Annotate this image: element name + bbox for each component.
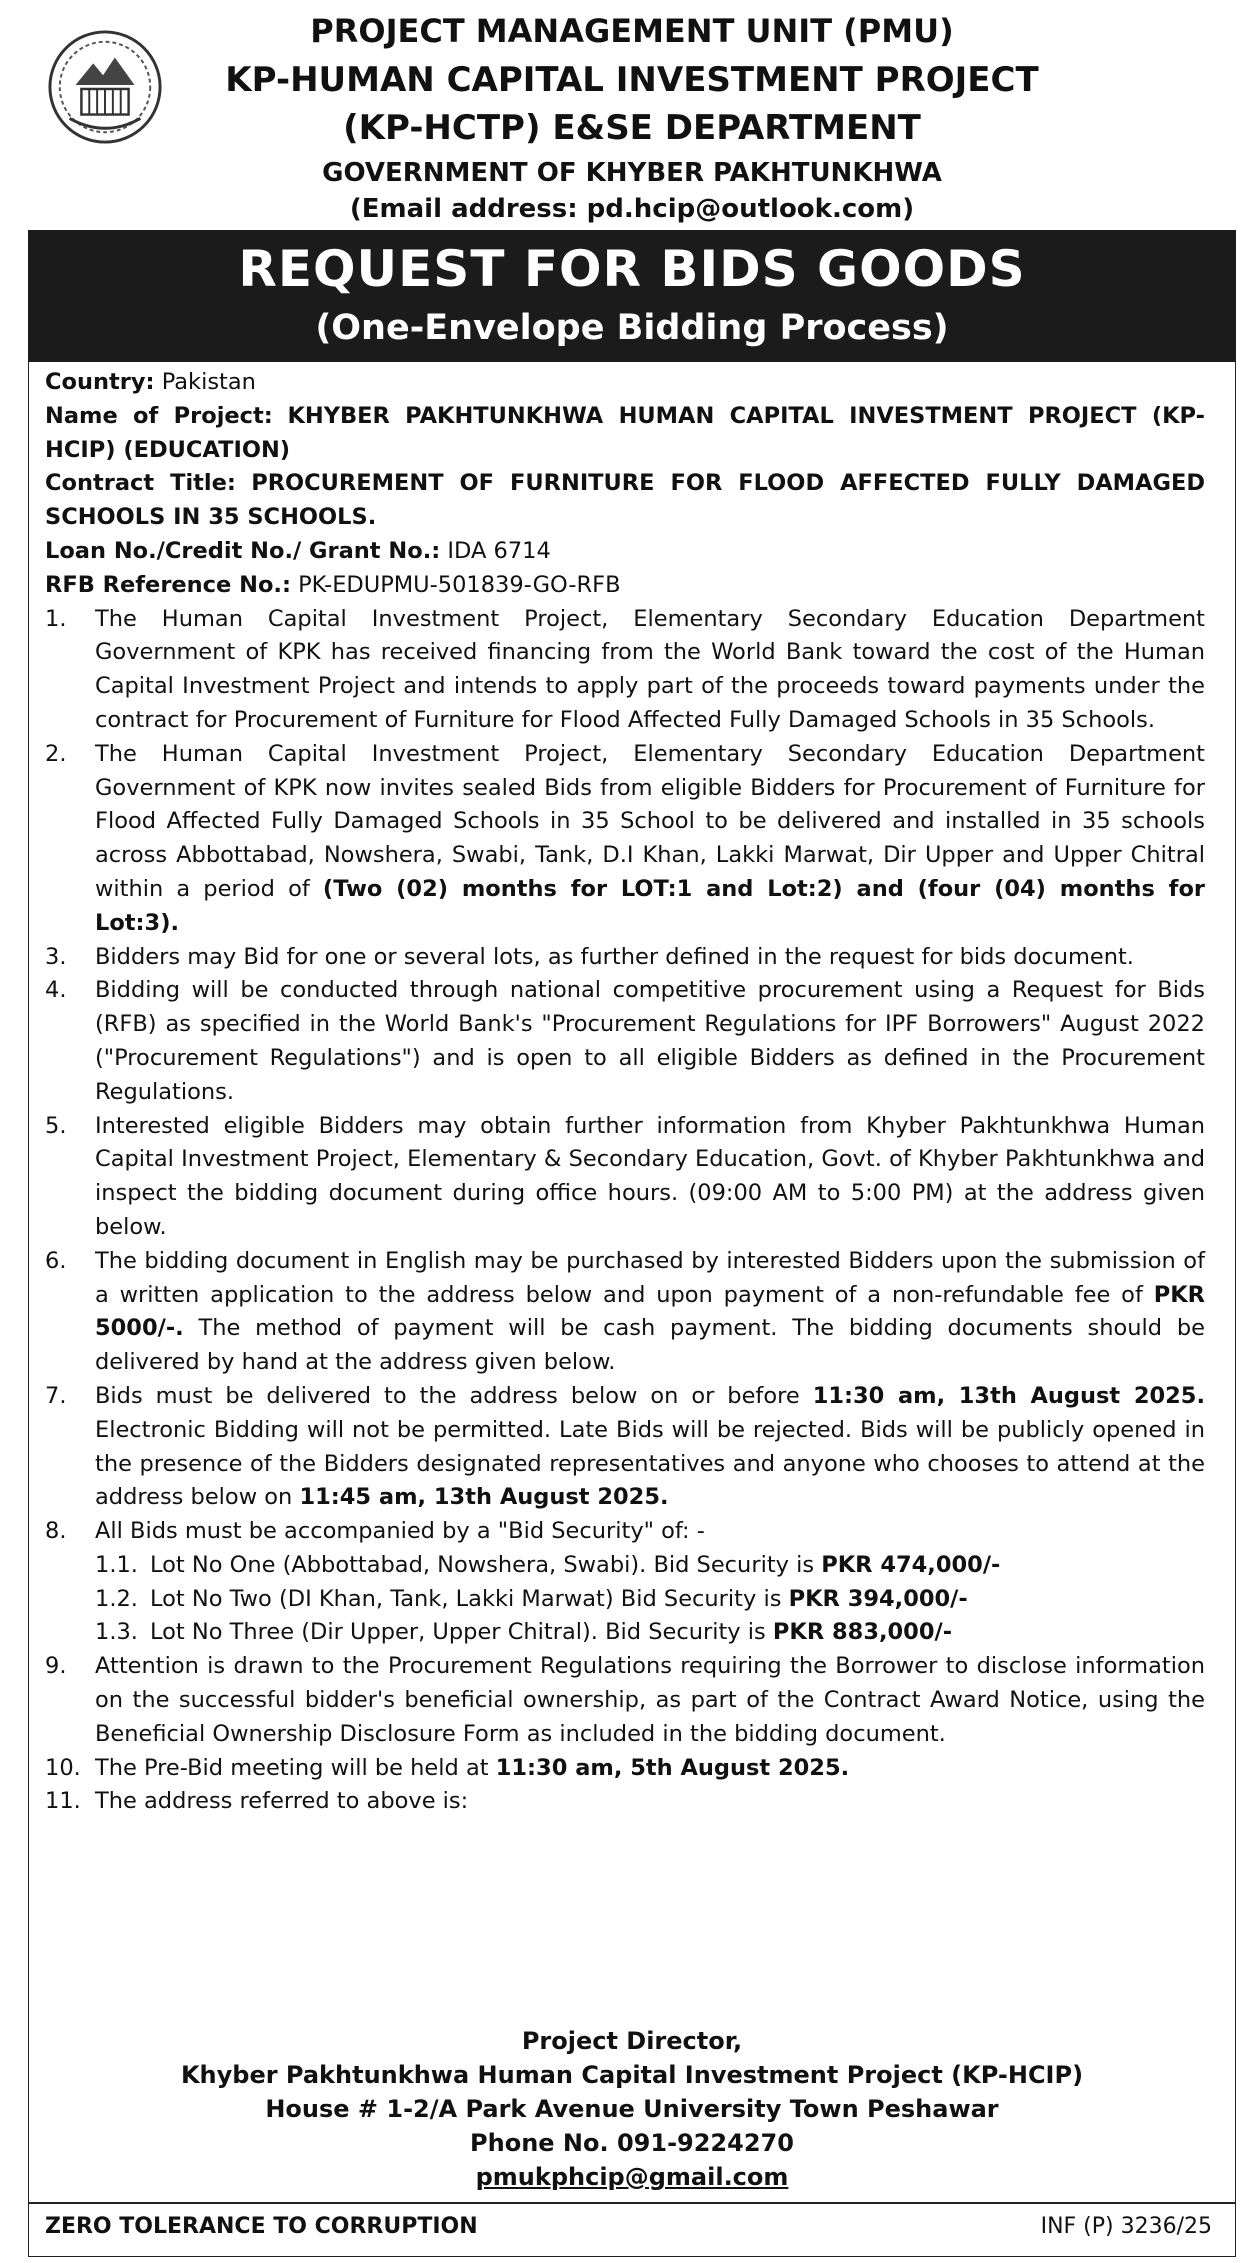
header-email: (Email address: pd.hcip@outlook.com) (349, 194, 915, 224)
delivery-period: (Two (02) months for LOT:1 and Lot:2) and (four (04) months for Lot:3). (95, 875, 1205, 936)
list-item (45, 1380, 1205, 1515)
list-item (45, 738, 1205, 941)
item-text: The Human Capital Investment Project, Elementary Secondary Education Department Government of KPK has received financing from the World Bank toward the cost of the Human Capital Investment Project and intends to apply part of the proceeds toward payments under the contract for Procurement of Furniture for Flood Affected Fully Damaged Schools in 35 Schools. (95, 605, 1205, 733)
bid-deadline: 11:30 am, 13th August 2025. (812, 1382, 1206, 1409)
list-item (45, 1650, 1205, 1751)
footer-divider (28, 2202, 1236, 2204)
address-line: House # 1-2/A Park Avenue University Town Peshawar (265, 2095, 999, 2123)
loan-row (45, 535, 1205, 569)
item-text: Bidders may Bid for one or several lots, as further defined in the request for bids document. (95, 943, 1134, 970)
bid-security-amount: PKR 474,000/- (821, 1551, 1001, 1578)
item-text: Attention is drawn to the Procurement Regulations requiring the Borrower to disclose information on the successful bidder's beneficial ownership, as part of the Contract Award Notice, using the Beneficial Ownership Disclosure Form as included in the bidding document. (95, 1653, 1205, 1747)
header-line-4: GOVERNMENT OF KHYBER PAKHTUNKHWA (322, 158, 942, 188)
title-banner (28, 230, 1236, 362)
item-number: 1. (45, 605, 67, 632)
address-line: Project Director, (521, 2027, 743, 2055)
phone-number: Phone No. 091-9224270 (470, 2129, 794, 2157)
contact-email-link[interactable]: pmukphcip@gmail.com (475, 2163, 789, 2191)
list-item (45, 1245, 1205, 1380)
country-value: Pakistan (161, 369, 256, 395)
item-number: 11. (45, 1788, 81, 1815)
project-value: KHYBER PAKHTUNKHWA HUMAN CAPITAL INVESTMENT PROJECT (KP-HCIP) (EDUCATION) (45, 402, 1205, 463)
footer-reference: INF (P) 3236/25 (1040, 2214, 1212, 2239)
item-text: Interested eligible Bidders may obtain further information from Khyber Pakhtunkhwa Human Capital Investment Project, Elementary & Secondary Education, Govt. of Khyber Pakhtunkhwa and inspect the bidding document during office hours. (09:00 AM to 5:00 PM) at the address given below. (95, 1112, 1205, 1240)
notice-subtitle: (One-Envelope Bidding Process) (315, 308, 949, 348)
contract-label: Contract Title: (45, 470, 236, 497)
header-line-1: PROJECT MANAGEMENT UNIT (PMU) (310, 12, 954, 50)
header-line-2: KP-HUMAN CAPITAL INVESTMENT PROJECT (225, 60, 1039, 100)
item-number: 3. (45, 943, 67, 970)
list-item (45, 603, 1205, 738)
item-number: 7. (45, 1382, 67, 1409)
item-number: 5. (45, 1112, 67, 1139)
item-number: 4. (45, 977, 67, 1004)
sub-item-text: Lot No One (Abbottabad, Nowshera, Swabi). Bid Security is (150, 1551, 815, 1578)
bid-security-amount: PKR 883,000/- (772, 1619, 953, 1646)
item-text: The method of payment will be cash payment. The bidding documents should be delivered by hand at the address given below. (95, 1315, 1205, 1376)
notice-title: REQUEST FOR BIDS GOODS (238, 240, 1026, 298)
item-text: All Bids must be accompanied by a "Bid Security" of: - (95, 1518, 705, 1545)
bid-security-amount: PKR 394,000/- (788, 1585, 968, 1612)
sub-item-number: 1.1. (95, 1551, 138, 1578)
rfb-value: PK-EDUPMU-501839-GO-RFB (298, 571, 621, 598)
item-text: Bidding will be conducted through national competitive procurement using a Request for Bids (RFB) as specified in the World Bank's "Procurement Regulations for IPF Borrowers" August 2022 ("Procurement Regulations") and is open to all eligible Bidders as defined in the Procurement Regulations. (95, 977, 1205, 1105)
list-item (45, 1752, 1205, 1786)
notice-header (28, 8, 1236, 236)
header-line-3: (KP-HCTP) E&SE DEPARTMENT (343, 108, 921, 148)
item-number: 6. (45, 1247, 67, 1274)
item-text: Bids must be delivered to the address below on or before (95, 1382, 800, 1409)
item-number: 10. (45, 1754, 81, 1781)
project-row (45, 400, 1205, 468)
country-row (45, 366, 1205, 400)
item-text: Electronic Bidding will not be permitted. Late Bids will be rejected. Bids will be publicly opened in the presence of the Bidders designated representatives and anyone who chooses to attend at the address below on (95, 1416, 1205, 1511)
item-number: 2. (45, 740, 67, 767)
bid-opening: 11:45 am, 13th August 2025. (299, 1484, 669, 1511)
list-item (45, 1515, 1205, 1549)
contract-row (45, 467, 1205, 535)
address-line: Khyber Pakhtunkhwa Human Capital Investment Project (KP-HCIP) (180, 2061, 1084, 2089)
item-text: The Human Capital Investment Project, Elementary Secondary Education Department Government of KPK now invites sealed Bids from eligible Bidders for Procurement of Furniture for Flood Affected Fully Damaged Schools in 35 School to be delivered and installed in 35 schools across Abbottabad, Nowshera, Swabi, Tank, D.I Khan, Lakki Marwat, Dir Upper and Upper Chitral within a period of (95, 740, 1205, 902)
loan-label: Loan No./Credit No./ Grant No.: (45, 537, 441, 564)
sub-item-lot-2 (45, 1583, 1205, 1617)
sub-item-text: Lot No Three (Dir Upper, Upper Chitral). Bid Security is (150, 1619, 766, 1646)
prebid-time: 11:30 am, 5th August 2025. (495, 1754, 850, 1781)
country-label: Country: (45, 369, 155, 395)
contract-value: PROCUREMENT OF FURNITURE FOR FLOOD AFFECTED FULLY DAMAGED SCHOOLS IN 35 SCHOOLS. (45, 470, 1205, 531)
contact-address (28, 2024, 1236, 2194)
list-item (45, 941, 1205, 975)
rfb-label: RFB Reference No.: (45, 571, 291, 598)
sub-item-text: Lot No Two (DI Khan, Tank, Lakki Marwat) Bid Security is (150, 1585, 782, 1612)
item-text: The address referred to above is: (95, 1788, 469, 1815)
item-number: 9. (45, 1653, 67, 1680)
sub-item-lot-3 (45, 1616, 1205, 1650)
sub-item-number: 1.3. (95, 1619, 138, 1646)
footer-slogan: ZERO TOLERANCE TO CORRUPTION (45, 2214, 478, 2239)
list-item (45, 1785, 1205, 1819)
loan-value: IDA 6714 (447, 537, 551, 564)
list-item (45, 974, 1205, 1109)
item-text: The bidding document in English may be purchased by interested Bidders upon the submission of a written application to the address below and upon payment of a non-refundable fee of (95, 1247, 1205, 1308)
sub-item-number: 1.2. (95, 1585, 138, 1612)
item-text: The Pre-Bid meeting will be held at (95, 1754, 489, 1781)
sub-item-lot-1 (45, 1549, 1205, 1583)
project-label: Name of Project: (45, 402, 273, 429)
notice-body (45, 366, 1205, 1819)
rfb-row (45, 569, 1205, 603)
list-item (45, 1110, 1205, 1245)
document-fee: PKR 5000/-. (95, 1281, 1206, 1342)
item-number: 8. (45, 1518, 67, 1545)
